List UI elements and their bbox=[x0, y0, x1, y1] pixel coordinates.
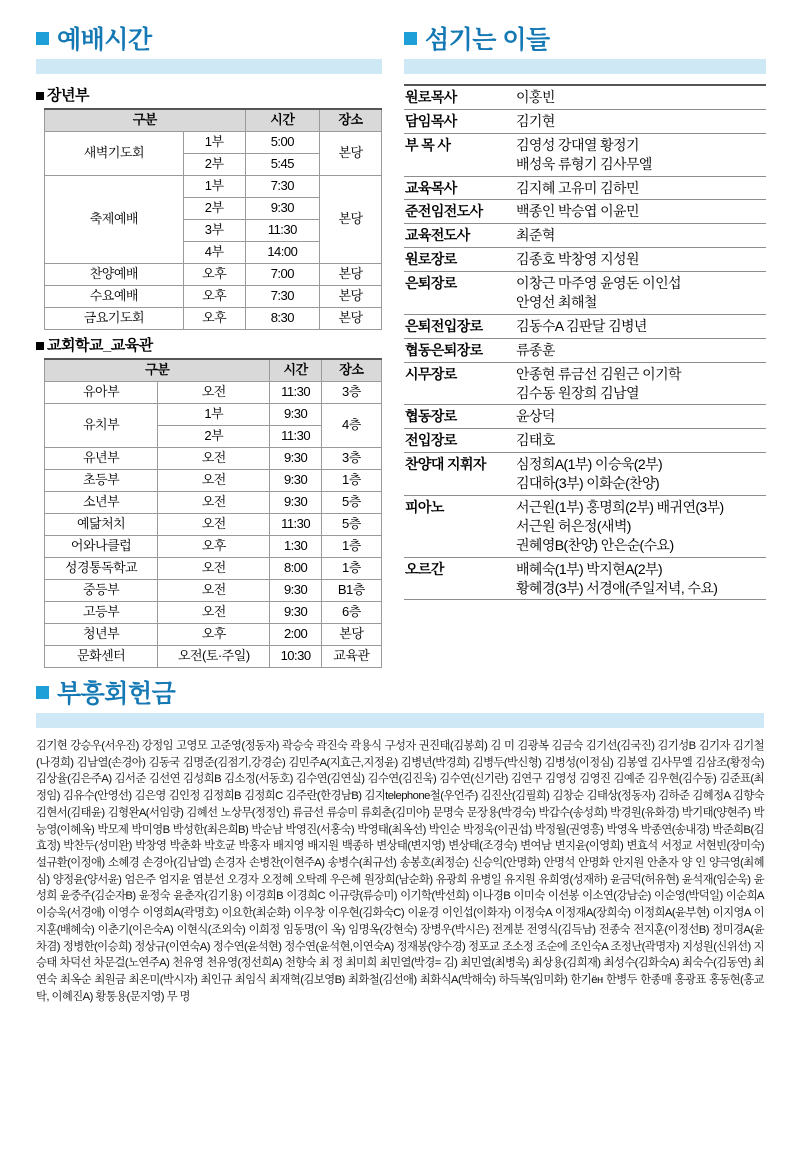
cell-service-name: 수요예배 bbox=[45, 286, 184, 308]
staff-names bbox=[510, 314, 766, 338]
staff-row bbox=[404, 133, 766, 176]
table-row bbox=[45, 536, 382, 558]
cell-service-name: 예닮처치 bbox=[45, 514, 158, 536]
table-row bbox=[45, 308, 382, 330]
staff-names bbox=[510, 272, 766, 315]
table-row bbox=[45, 176, 382, 198]
staff-row bbox=[404, 109, 766, 133]
staff-role: 은퇴전입장로 bbox=[404, 314, 510, 338]
cell-time: 9:30 bbox=[270, 448, 321, 470]
cell-service-name: 유년부 bbox=[45, 448, 158, 470]
staff-role: 교육전도사 bbox=[404, 224, 510, 248]
staff-name-line: 서근원(1부) 홍명희(2부) 배귀연(3부) bbox=[516, 499, 724, 516]
staff-name-line: 김대하(3부) 이화순(찬양) bbox=[516, 475, 660, 492]
staff-table bbox=[404, 84, 766, 600]
staff-role: 피아노 bbox=[404, 496, 510, 558]
table-row bbox=[45, 580, 382, 602]
staff-role: 준전임전도사 bbox=[404, 200, 510, 224]
cell-part: 오전 bbox=[158, 580, 270, 602]
cell-place: 본당 bbox=[320, 308, 382, 330]
staff-names bbox=[510, 338, 766, 362]
school-subtitle bbox=[36, 334, 382, 355]
staff-role: 시무장로 bbox=[404, 362, 510, 405]
worship-heading-bar bbox=[36, 59, 382, 74]
cell-time: 2:00 bbox=[270, 624, 321, 646]
staff-names bbox=[510, 133, 766, 176]
staff-name-line: 최준혁 bbox=[516, 227, 555, 244]
cell-place: 1층 bbox=[321, 558, 381, 580]
square-bullet-icon bbox=[36, 32, 49, 45]
staff-row bbox=[404, 429, 766, 453]
staff-name-line: 이홍빈 bbox=[516, 89, 555, 105]
cell-place: 본당 bbox=[320, 264, 382, 286]
cell-time: 9:30 bbox=[270, 492, 321, 514]
cell-service-name: 소년부 bbox=[45, 492, 158, 514]
staff-role: 오르간 bbox=[404, 557, 510, 600]
staff-row bbox=[404, 224, 766, 248]
staff-row bbox=[404, 85, 766, 109]
table-row bbox=[45, 492, 382, 514]
cell-part: 4부 bbox=[183, 242, 245, 264]
cell-part: 1부 bbox=[183, 132, 245, 154]
cell-time: 5:45 bbox=[245, 154, 319, 176]
cell-part: 1부 bbox=[158, 404, 270, 426]
staff-names bbox=[510, 200, 766, 224]
small-square-icon bbox=[36, 342, 44, 350]
cell-place: 6층 bbox=[321, 602, 381, 624]
cell-time: 7:00 bbox=[245, 264, 319, 286]
cell-part: 오후 bbox=[158, 624, 270, 646]
cell-time: 1:30 bbox=[270, 536, 321, 558]
cell-place: 본당 bbox=[320, 132, 382, 176]
cell-time: 11:30 bbox=[270, 514, 321, 536]
staff-name-line: 김동수A 김판달 김병년 bbox=[516, 317, 647, 334]
adult-subtitle-text: 장년부 bbox=[47, 87, 89, 104]
cell-part: 1부 bbox=[183, 176, 245, 198]
staff-names bbox=[510, 557, 766, 600]
worship-column bbox=[36, 28, 382, 668]
cell-time: 9:30 bbox=[270, 602, 321, 624]
staff-row bbox=[404, 453, 766, 496]
cell-service-name: 청년부 bbox=[45, 624, 158, 646]
cell-time: 7:30 bbox=[245, 286, 319, 308]
col-header-time: 시간 bbox=[270, 359, 321, 382]
table-row bbox=[45, 624, 382, 646]
cell-time: 9:30 bbox=[245, 198, 319, 220]
staff-row bbox=[404, 338, 766, 362]
cell-time: 10:30 bbox=[270, 646, 321, 668]
table-row bbox=[45, 602, 382, 624]
staff-name-line: 백종인 박승엽 이윤민 bbox=[516, 203, 639, 220]
table-row bbox=[45, 448, 382, 470]
staff-name-line: 김태호 bbox=[516, 432, 555, 449]
staff-names bbox=[510, 453, 766, 496]
cell-place: 교육관 bbox=[321, 646, 381, 668]
staff-row bbox=[404, 362, 766, 405]
cell-place: 3층 bbox=[321, 448, 381, 470]
cell-place: 본당 bbox=[320, 176, 382, 264]
school-subtitle-text: 교회학교_교육관 bbox=[47, 337, 153, 354]
staff-row bbox=[404, 557, 766, 600]
staff-names bbox=[510, 85, 766, 109]
staff-row bbox=[404, 200, 766, 224]
table-row bbox=[45, 264, 382, 286]
staff-section-title: 섬기는 이들 bbox=[425, 26, 550, 54]
staff-heading-bar bbox=[404, 59, 766, 74]
cell-place: 5층 bbox=[321, 492, 381, 514]
staff-name-line: 김기현 bbox=[516, 112, 555, 129]
top-columns bbox=[36, 28, 764, 668]
table-row bbox=[45, 404, 382, 426]
col-header-time: 시간 bbox=[245, 109, 319, 132]
staff-name-line: 안영선 최해철 bbox=[516, 294, 597, 311]
staff-name-line: 권혜영B(찬양) 안은순(수요) bbox=[516, 536, 674, 553]
adult-worship-table bbox=[44, 108, 382, 330]
staff-name-line: 김지혜 고유미 김하민 bbox=[516, 179, 639, 196]
staff-name-line: 안종현 류금선 김원근 이기학 bbox=[516, 365, 681, 382]
staff-names bbox=[510, 429, 766, 453]
cell-part: 오전 bbox=[158, 558, 270, 580]
staff-names bbox=[510, 176, 766, 200]
cell-part: 2부 bbox=[183, 154, 245, 176]
staff-role: 찬양대 지휘자 bbox=[404, 453, 510, 496]
staff-row bbox=[404, 314, 766, 338]
adult-subtitle bbox=[36, 84, 382, 105]
square-bullet-icon bbox=[36, 686, 49, 699]
staff-row bbox=[404, 496, 766, 558]
col-header-category: 구분 bbox=[45, 109, 246, 132]
staff-role: 교육목사 bbox=[404, 176, 510, 200]
cell-place: 4층 bbox=[321, 404, 381, 448]
cell-time: 9:30 bbox=[270, 470, 321, 492]
cell-part: 오후 bbox=[183, 264, 245, 286]
worship-section-title: 예배시간 bbox=[57, 26, 152, 54]
cell-service-name: 성경통독학교 bbox=[45, 558, 158, 580]
school-worship-table bbox=[44, 358, 382, 668]
staff-row bbox=[404, 248, 766, 272]
staff-name-line: 윤상덕 bbox=[516, 408, 555, 425]
cell-service-name: 찬양예배 bbox=[45, 264, 184, 286]
staff-role: 협동장로 bbox=[404, 405, 510, 429]
table-row bbox=[45, 558, 382, 580]
cell-service-name: 유치부 bbox=[45, 404, 158, 448]
offering-section-heading bbox=[36, 682, 764, 707]
offering-section-title: 부흥회헌금 bbox=[57, 680, 176, 708]
staff-names bbox=[510, 405, 766, 429]
cell-service-name: 초등부 bbox=[45, 470, 158, 492]
staff-name-line: 김영성 강대열 황정기 bbox=[516, 136, 639, 153]
cell-time: 8:30 bbox=[245, 308, 319, 330]
offering-names: 김기현 강승우(서우진) 강정임 고영모 고준영(정동자) 곽승숙 곽진숙 곽용식 구성자 권진태(김봉희) 김 미 김광복 김금숙 김기선(김국진) 김기성B 김기자 김기철(나경희) 김남열(손경아) 김동국 김명준(김점기,강경순) 김민주A(지효근,지정윤) 김병년(박경희) 김병두(박신형) 김병성(이정심) 김봉열 김사무엘 김삼조(황정숙) 김상율(김은주A) 김서준 김선연 김성희B 김소정(서동호) 김수연(김연실) 김수연(김진욱) 김수연(신기란) 김연구 김영성 김영진 김예준 김우현(김수동) 김준표(최정임) 김유수(안영선) 김은영 김인정 김정희B 김정희C 김주란(한경남B) 김지telephone철(우언주) 김진산(김필희) 김창순 김태상(정동자) 김하준 김혜정A 김향숙 김현서(김태윤) 김형완A(서임량) 김혜선 노상무(정정인) 류금선 류승미 류회춘(김미야) 문명숙 문장용(박경숙) 박갑수(송성희) 박경원(유화경) 박기태(양현주) 박능영(이혜옥) 박모제 박미영B 박성한(최은희B) 박순남 박영진(서홍숙) 박영태(최옥선) 박인순 박정욱(이권섭) 박정월(권영흥) 박영옥 박종연(송내경) 박준희B(김효정) 박찬두(성미완) 박창영 박춘화 박호균 박홍자 배지영 배지원 백종하 변상태(변지영) 변상태(조경숙) 변여남 변지윤(이영희) 변효석 서정교 서현빈(장미숙) 설규환(이정애) 소혜경 손경아(김남열) 손경자 손병찬(이현주A) 송병수(최규선) 송봉호(최정순) 신승익(안명화) 안명석 안명화 안지원 안춘자 양 인 양극영(최혜심) 양정윤(양서윤) 엄은주 엄지윤 염분선 오경자 오정혜 오탁례 우은혜 원장희(남순화) 유광희 유병일 유지원 유희영(성재하) 윤금덕(허유현) 윤석재(임순욱) 윤성희 윤중주(김순자B) 윤정숙 윤춘자(김기용) 이경희B 이경희C 이규량(류승미) 이기학(박선희) 이나경B 이미숙 이선봉 이소연(강남순) 이순영(박덕일) 이순희A 이승욱(서경애) 이영수 이영희A(곽명호) 이요한(최순화) 이우창 이우현(김화숙C) 이윤경 이인섭(이화자) 이정숙A 이정재A(장희숙) 이정희A(윤부현) 이지영A 이지훈(배혜숙) 이춘기(이은숙A) 이현식(조외숙) 이희정 임동명(이 옥) 임명옥(강현숙) 장병우(박시은) 전계분 전영식(김득남) 전종숙 전지훈(이정선B) 정미경A(윤차겸) 정병한(이승희) 정상규(이연숙A) 정수연(윤석현) 정수연(윤석현,이연숙A) 정재봉(양수경) 정포교 조소정 조순에 조인숙A 조정난(곽명자) 지성원(신위선) 지승태 차덕선 차문걸(노연주A) 천유영 천유영(정선희A) 천향숙 최 정 최미희 최민열(박경= 김) 최민열(최병욱) 최상용(김희재) 최성수(김화숙A) 최숙수(김동연) 최연숙 최옥순 최원금 최온미(박시자) 최인규 최임식 최재혁(김보영B) 최화철(김선애) 최화식A(박해숙) 하득복(임미화) 한기ён 한병두 한종매 홍광표 홍동현(홍교탁, 이혜진A) 황통용(문지영) 무 명 bbox=[36, 740, 764, 1003]
staff-name-line: 심정희A(1부) 이승욱(2부) bbox=[516, 456, 663, 473]
cell-service-name: 어와나클럽 bbox=[45, 536, 158, 558]
staff-name-line: 김종호 박창영 지성원 bbox=[516, 251, 639, 268]
table-row bbox=[45, 470, 382, 492]
cell-time: 11:30 bbox=[270, 382, 321, 404]
staff-row bbox=[404, 405, 766, 429]
cell-part: 오전 bbox=[158, 514, 270, 536]
cell-time: 14:00 bbox=[245, 242, 319, 264]
staff-role: 담임목사 bbox=[404, 109, 510, 133]
staff-row bbox=[404, 176, 766, 200]
cell-place: 1층 bbox=[321, 536, 381, 558]
table-header-row bbox=[45, 109, 382, 132]
cell-part: 오전(토·주일) bbox=[158, 646, 270, 668]
staff-name-line: 배성욱 류형기 김사무엘 bbox=[516, 155, 652, 172]
staff-column bbox=[404, 28, 766, 668]
cell-part: 3부 bbox=[183, 220, 245, 242]
staff-role: 원로목사 bbox=[404, 85, 510, 109]
cell-service-name: 새벽기도회 bbox=[45, 132, 184, 176]
cell-part: 2부 bbox=[158, 426, 270, 448]
staff-name-line: 김수동 원장희 김남열 bbox=[516, 384, 639, 401]
offering-section bbox=[36, 682, 764, 1006]
staff-role: 부 목 사 bbox=[404, 133, 510, 176]
cell-service-name: 고등부 bbox=[45, 602, 158, 624]
cell-time: 7:30 bbox=[245, 176, 319, 198]
cell-service-name: 문화센터 bbox=[45, 646, 158, 668]
square-bullet-icon bbox=[404, 32, 417, 45]
staff-name-line: 서근원 허은정(새벽) bbox=[516, 517, 631, 534]
cell-part: 오전 bbox=[158, 448, 270, 470]
cell-place: 본당 bbox=[321, 624, 381, 646]
cell-service-name: 금요기도회 bbox=[45, 308, 184, 330]
cell-time: 9:30 bbox=[270, 580, 321, 602]
col-header-place: 장소 bbox=[320, 109, 382, 132]
worship-section-heading bbox=[36, 28, 382, 53]
table-row bbox=[45, 132, 382, 154]
staff-names bbox=[510, 496, 766, 558]
cell-part: 오후 bbox=[183, 286, 245, 308]
cell-part: 오전 bbox=[158, 602, 270, 624]
cell-place: 3층 bbox=[321, 382, 381, 404]
cell-time: 5:00 bbox=[245, 132, 319, 154]
staff-role: 전입장로 bbox=[404, 429, 510, 453]
offering-heading-bar bbox=[36, 713, 764, 728]
cell-time: 11:30 bbox=[245, 220, 319, 242]
cell-time: 8:00 bbox=[270, 558, 321, 580]
small-square-icon bbox=[36, 92, 44, 100]
table-row bbox=[45, 382, 382, 404]
cell-service-name: 유아부 bbox=[45, 382, 158, 404]
table-row bbox=[45, 286, 382, 308]
staff-name-line: 황혜경(3부) 서경애(주일저녁, 수요) bbox=[516, 579, 718, 596]
cell-part: 오전 bbox=[158, 492, 270, 514]
staff-name-line: 류종훈 bbox=[516, 341, 555, 358]
staff-section-heading bbox=[404, 28, 766, 53]
cell-part: 2부 bbox=[183, 198, 245, 220]
cell-place: 본당 bbox=[320, 286, 382, 308]
staff-role: 원로장로 bbox=[404, 248, 510, 272]
table-header-row bbox=[45, 359, 382, 382]
staff-name-line: 이창근 마주영 윤영돈 이인섭 bbox=[516, 275, 681, 292]
cell-service-name: 축제예배 bbox=[45, 176, 184, 264]
staff-name-line: 배혜숙(1부) 박지현A(2부) bbox=[516, 560, 663, 577]
cell-part: 오전 bbox=[158, 382, 270, 404]
staff-role: 은퇴장로 bbox=[404, 272, 510, 315]
cell-part: 오후 bbox=[183, 308, 245, 330]
staff-names bbox=[510, 248, 766, 272]
cell-place: 5층 bbox=[321, 514, 381, 536]
staff-row bbox=[404, 272, 766, 315]
cell-part: 오전 bbox=[158, 470, 270, 492]
cell-place: B1층 bbox=[321, 580, 381, 602]
cell-service-name: 중등부 bbox=[45, 580, 158, 602]
staff-names bbox=[510, 109, 766, 133]
col-header-category: 구분 bbox=[45, 359, 270, 382]
cell-time: 11:30 bbox=[270, 426, 321, 448]
staff-role: 협동은퇴장로 bbox=[404, 338, 510, 362]
cell-place: 1층 bbox=[321, 470, 381, 492]
staff-names bbox=[510, 224, 766, 248]
table-row bbox=[45, 646, 382, 668]
table-row bbox=[45, 514, 382, 536]
staff-names bbox=[510, 362, 766, 405]
cell-time: 9:30 bbox=[270, 404, 321, 426]
cell-part: 오후 bbox=[158, 536, 270, 558]
col-header-place: 장소 bbox=[321, 359, 381, 382]
